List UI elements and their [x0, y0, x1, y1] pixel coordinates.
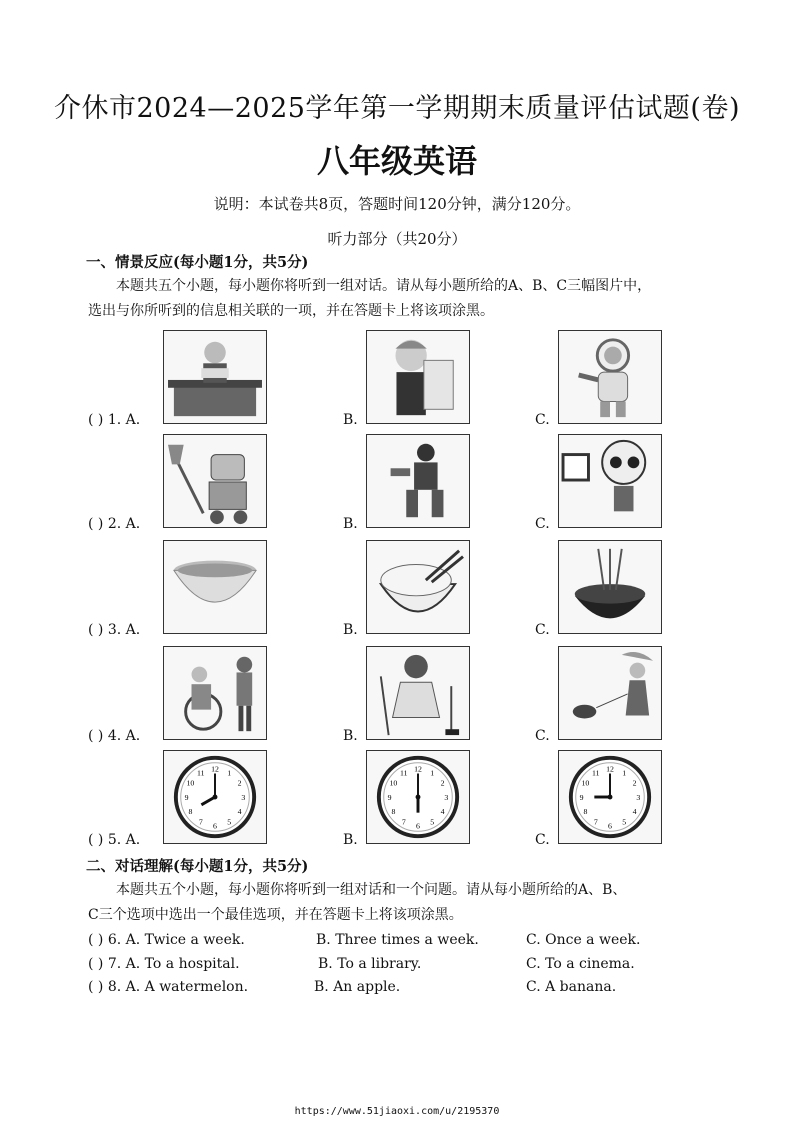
question-7[interactable]: ( ) 7. A. To a hospital.: [88, 956, 240, 972]
question-2-option-b[interactable]: B.: [343, 516, 358, 532]
section1-instructions: [88, 274, 708, 324]
footer-url[interactable]: https://www.51jiaoxi.com/u/2195370: [294, 1106, 500, 1117]
svg-text:3: 3: [636, 792, 641, 802]
dog-walking-picture: [558, 646, 662, 740]
clock-a-picture-svg: [164, 751, 266, 843]
question-5-label[interactable]: ( ) 5. A.: [88, 832, 141, 848]
svg-text:9: 9: [184, 792, 189, 802]
svg-text:2: 2: [440, 778, 445, 788]
question-4-option-c[interactable]: C.: [535, 728, 550, 744]
teacher-picture-svg: [164, 331, 266, 423]
section2-heading: 二、对话理解(每小题1分，共5分): [86, 858, 309, 875]
svg-text:12: 12: [606, 764, 614, 774]
question-3-option-b[interactable]: B.: [343, 622, 358, 638]
question-1-option-b[interactable]: B.: [343, 412, 358, 428]
svg-text:5: 5: [622, 817, 627, 827]
rice-bowl-picture: [366, 540, 470, 634]
svg-text:8: 8: [391, 807, 396, 817]
svg-text:5: 5: [227, 817, 232, 827]
question-8-option-c[interactable]: C. A banana.: [526, 979, 617, 995]
board-robot-picture-svg: [559, 435, 661, 527]
board-robot-picture: [558, 434, 662, 528]
question-4-option-b[interactable]: B.: [343, 728, 358, 744]
svg-text:3: 3: [241, 792, 246, 802]
svg-text:8: 8: [188, 807, 193, 817]
question-7-option-c[interactable]: C. To a cinema.: [526, 956, 635, 972]
wheelchair-picture-svg: [164, 647, 266, 739]
svg-text:1: 1: [622, 768, 627, 778]
svg-text:8: 8: [583, 807, 588, 817]
svg-text:10: 10: [186, 778, 195, 788]
question-6-option-b[interactable]: B. Three times a week.: [316, 932, 479, 948]
svg-text:7: 7: [401, 817, 406, 827]
svg-text:11: 11: [197, 768, 205, 778]
section1-heading: 一、情景反应(每小题1分，共5分): [86, 254, 309, 271]
svg-text:10: 10: [581, 778, 590, 788]
rice-bowl-picture-svg: [367, 541, 469, 633]
question-8-option-b[interactable]: B. An apple.: [314, 979, 401, 995]
worker-picture: [366, 330, 470, 424]
clock-b-picture-svg: [367, 751, 469, 843]
question-5-option-b[interactable]: B.: [343, 832, 358, 848]
svg-text:9: 9: [387, 792, 392, 802]
section1-instructions-line2: 选出与你所听到的信息相关联的一项，并在答题卡上将该项涂黑。: [88, 303, 494, 319]
svg-text:4: 4: [440, 807, 445, 817]
section2-instructions-line2: C三个选项中选出一个最佳选项，并在答题卡上将该项涂黑。: [88, 907, 463, 923]
question-1-label[interactable]: ( ) 1. A.: [88, 412, 141, 428]
svg-text:3: 3: [444, 792, 449, 802]
cleaning-robot-picture-svg: [164, 435, 266, 527]
wheelchair-picture: [163, 646, 267, 740]
walking-robot-picture: [366, 434, 470, 528]
soup-bowl-picture: [163, 540, 267, 634]
worker-picture-svg: [367, 331, 469, 423]
section1-instructions-line1: 本题共五个小题，每小题你将听到一组对话。请从每小题所给的A、B、C三幅图片中，: [116, 278, 652, 294]
svg-text:1: 1: [430, 768, 435, 778]
svg-text:11: 11: [592, 768, 600, 778]
soup-bowl-picture-svg: [164, 541, 266, 633]
listening-part-title: 听力部分（共20分）: [327, 230, 467, 248]
astronaut-picture-svg: [559, 331, 661, 423]
question-3-option-c[interactable]: C.: [535, 622, 550, 638]
noodles-bowl-picture: [558, 540, 662, 634]
clock-c-picture: [558, 750, 662, 844]
question-4-label[interactable]: ( ) 4. A.: [88, 728, 141, 744]
walking-robot-picture-svg: [367, 435, 469, 527]
question-2-label[interactable]: ( ) 2. A.: [88, 516, 141, 532]
question-2-option-c[interactable]: C.: [535, 516, 550, 532]
section2-instructions-line1: 本题共五个小题，每小题你将听到一组对话和一个问题。请从每小题所给的A、B、: [116, 882, 627, 898]
svg-text:12: 12: [211, 764, 219, 774]
clock-c-picture-svg: [559, 751, 661, 843]
question-8[interactable]: ( ) 8. A. A watermelon.: [88, 979, 249, 995]
svg-text:6: 6: [416, 821, 420, 831]
svg-text:6: 6: [213, 821, 217, 831]
broom-girl-picture-svg: [367, 647, 469, 739]
svg-text:2: 2: [632, 778, 637, 788]
svg-text:10: 10: [389, 778, 398, 788]
svg-text:11: 11: [400, 768, 408, 778]
svg-text:9: 9: [579, 792, 584, 802]
exam-note: 说明：本试卷共8页，答题时间120分钟，满分120分。: [213, 195, 581, 213]
svg-text:7: 7: [593, 817, 598, 827]
exam-subtitle: 八年级英语: [316, 142, 477, 180]
exam-title: 介休市2024—2025学年第一学期期末质量评估试题(卷): [54, 93, 740, 124]
dog-walking-picture-svg: [559, 647, 661, 739]
svg-text:1: 1: [227, 768, 232, 778]
svg-text:6: 6: [608, 821, 612, 831]
teacher-picture: [163, 330, 267, 424]
question-5-option-c[interactable]: C.: [535, 832, 550, 848]
question-6[interactable]: ( ) 6. A. Twice a week.: [88, 932, 245, 948]
noodles-bowl-picture-svg: [559, 541, 661, 633]
question-6-option-c[interactable]: C. Once a week.: [526, 932, 641, 948]
question-3-label[interactable]: ( ) 3. A.: [88, 622, 141, 638]
svg-text:2: 2: [237, 778, 242, 788]
section2-instructions: [88, 878, 708, 928]
question-1-option-c[interactable]: C.: [535, 412, 550, 428]
clock-b-picture: [366, 750, 470, 844]
astronaut-picture: [558, 330, 662, 424]
svg-text:4: 4: [237, 807, 242, 817]
svg-text:5: 5: [430, 817, 435, 827]
svg-text:4: 4: [632, 807, 637, 817]
clock-a-picture: [163, 750, 267, 844]
svg-text:7: 7: [198, 817, 203, 827]
cleaning-robot-picture: [163, 434, 267, 528]
broom-girl-picture: [366, 646, 470, 740]
question-7-option-b[interactable]: B. To a library.: [318, 956, 422, 972]
svg-text:12: 12: [414, 764, 422, 774]
